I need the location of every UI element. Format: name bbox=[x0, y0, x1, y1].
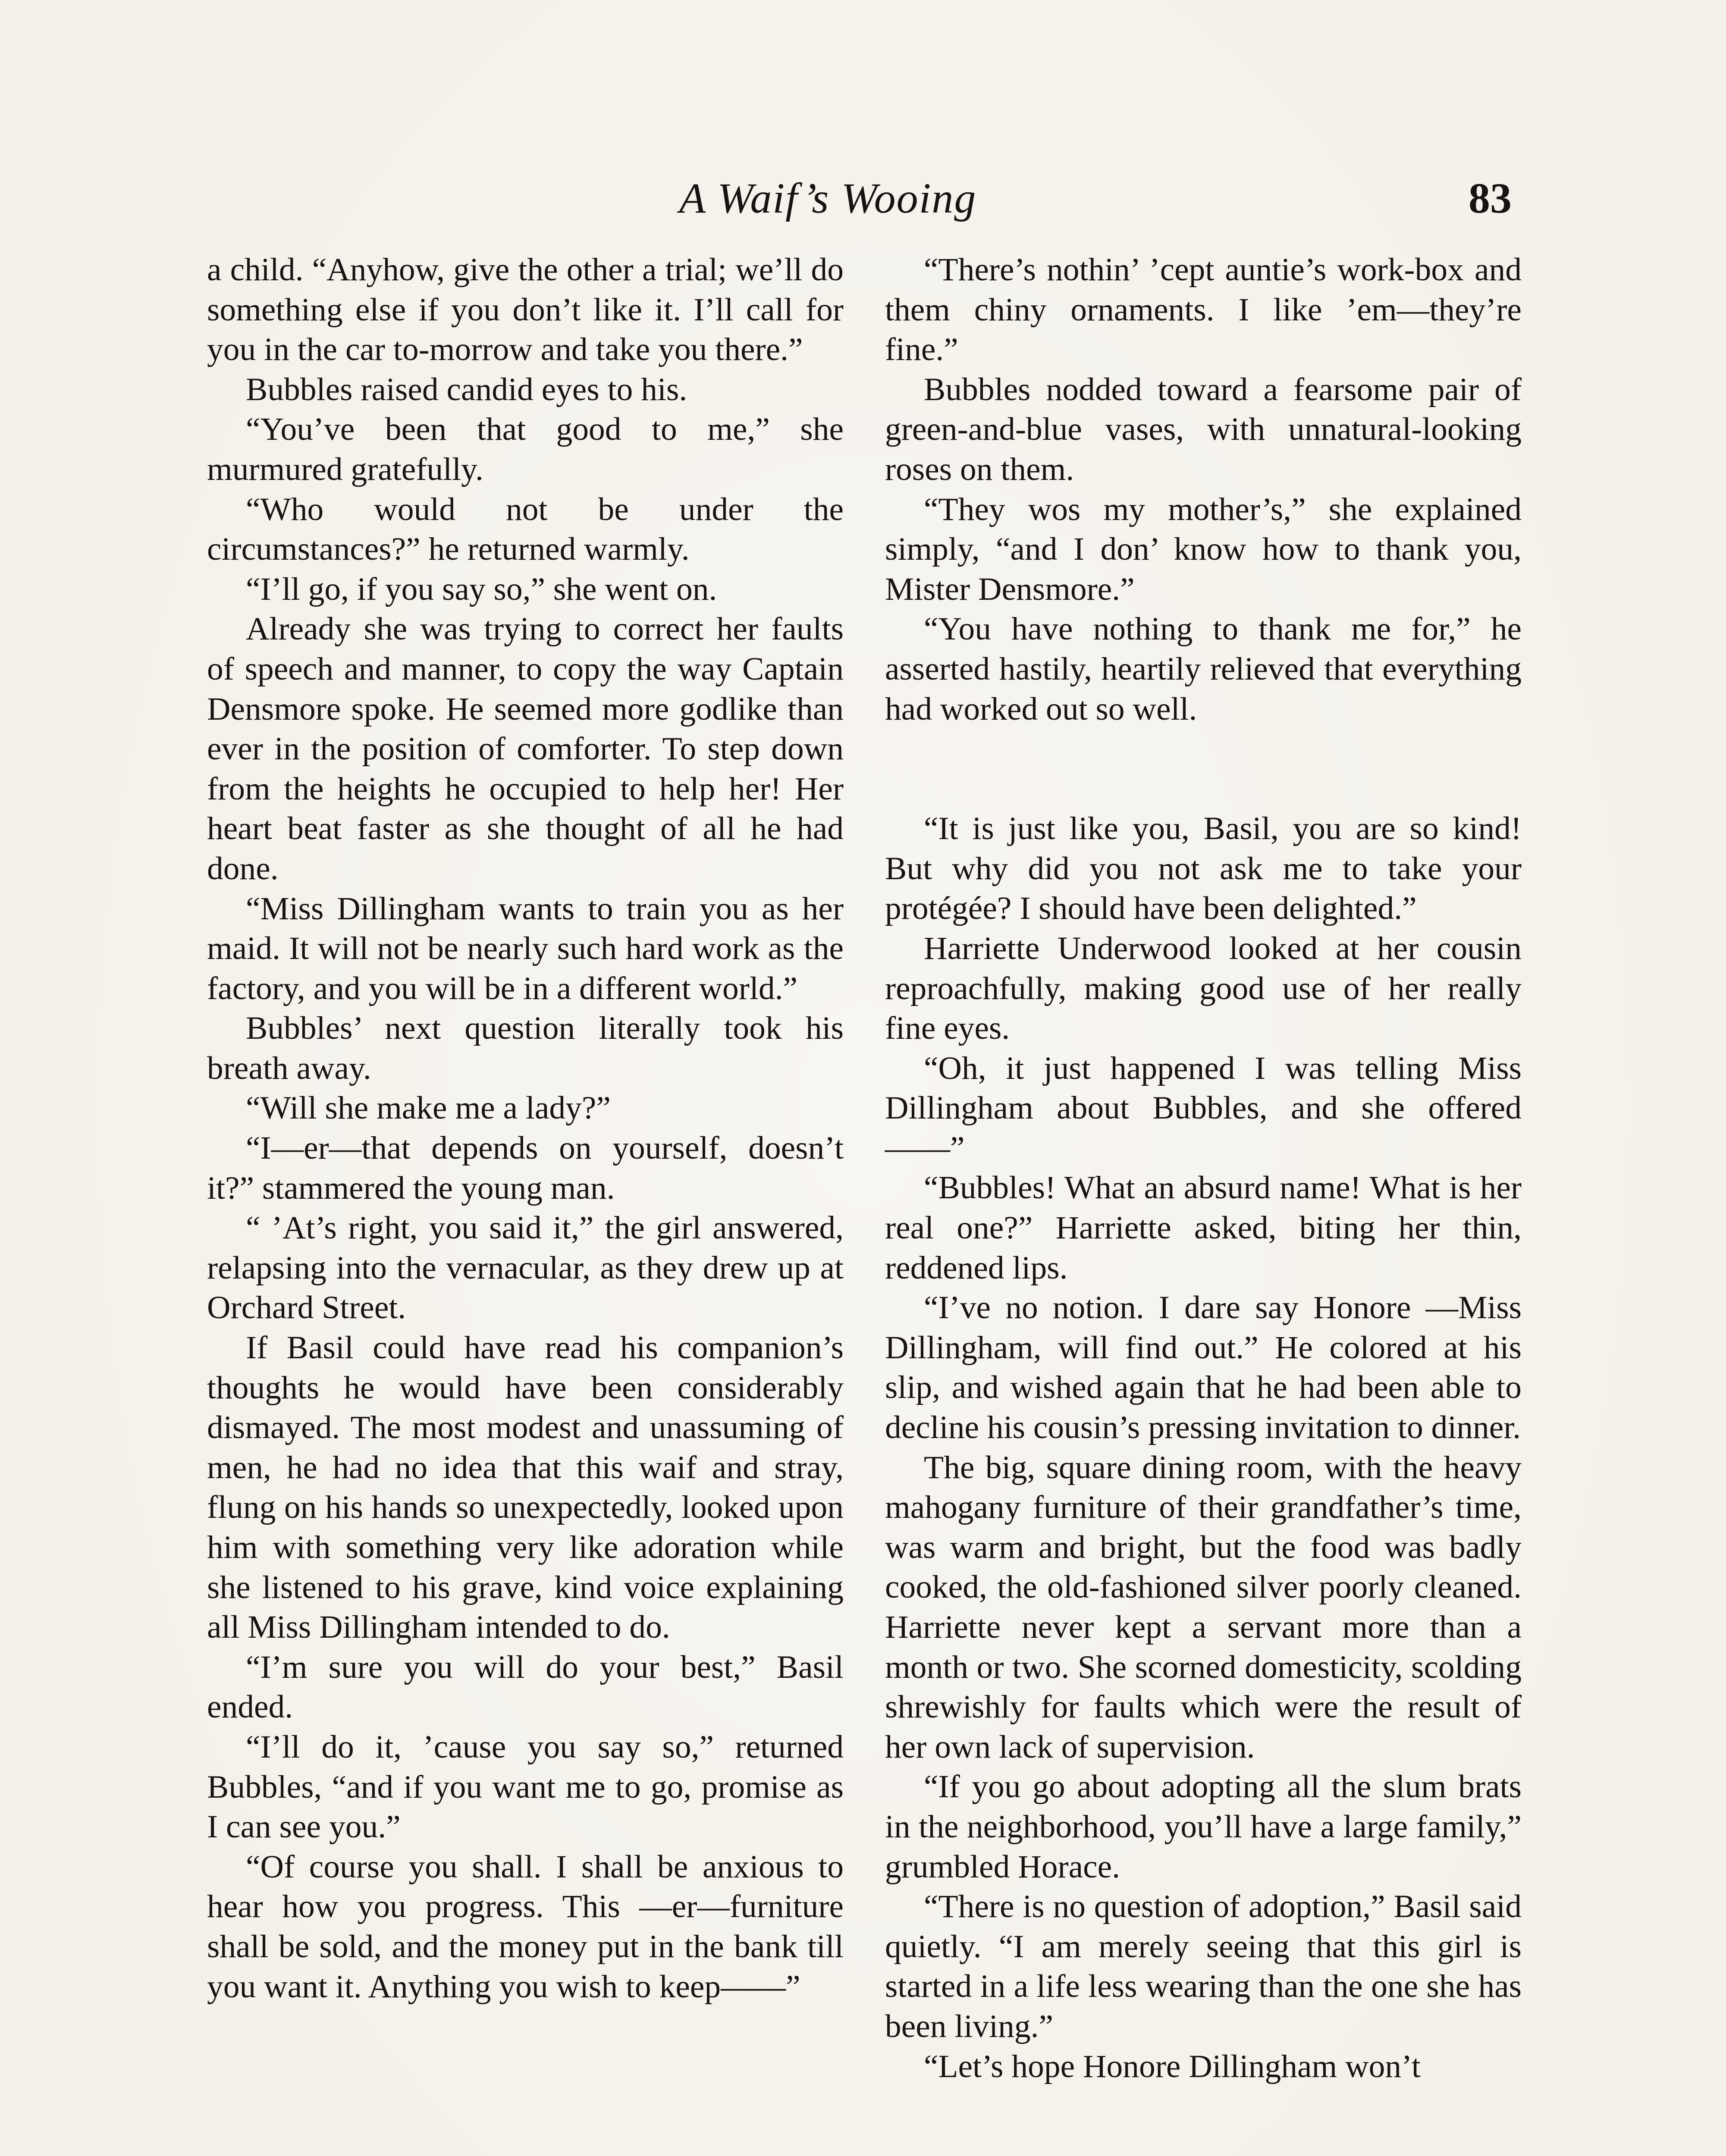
paragraph: a child. “Anyhow, give the other a trial; we’ll do something else if you don’t like it. I’ll call for you in the car to-morrow and take you there.” bbox=[207, 252, 844, 368]
paragraph: “You have nothing to thank me for,” he asserted hastily, heartily relieved that everything had worked out so well. bbox=[885, 611, 1522, 727]
page-header bbox=[0, 166, 1726, 231]
paragraph: “I—er—that depends on yourself, doesn’t it?” stammered the young man. bbox=[207, 1130, 844, 1206]
paragraph: If Basil could have read his companion’s thoughts he would have been considerably dismayed. The most modest and unassuming of men, he had no idea that this waif and stray, flung on his hands so unexpectedly, looked upon him with something very like adoration while she listened to his grave, kind voice explaining all Miss Dillingham intended to do. bbox=[207, 1330, 844, 1645]
running-title: A Waif’s Wooing bbox=[679, 174, 977, 222]
paragraph: Bubbles raised candid eyes to his. bbox=[246, 371, 687, 407]
paragraph: “There is no question of adoption,” Basil said quietly. “I am merely seeing that this girl is started in a life less wearing than the one she has been living.” bbox=[885, 1889, 1522, 2044]
paragraph: “There’s nothin’ ’cept auntie’s work-box and them chiny ornaments. I like ’em—they’re fine.” bbox=[885, 252, 1522, 368]
left-column bbox=[207, 250, 844, 2007]
right-column bbox=[885, 250, 1522, 2087]
paragraph: The big, square dining room, with the heavy mahogany furniture of their grandfather’s time, was warm and bright, but the food was badly cooked, the old-fashioned silver poorly cleaned. Harriette never kept a servant more than a month or two. She scorned domesticity, scolding shrewishly for faults which were the result of her own lack of supervision. bbox=[885, 1449, 1522, 1765]
paragraph: “If you go about adopting all the slum brats in the neighborhood, you’ll have a large family,” grumbled Horace. bbox=[885, 1769, 1522, 1885]
paragraph: “Who would not be under the circumstances?” he returned warmly. bbox=[207, 491, 844, 567]
paragraph: “I’m sure you will do your best,” Basil ended. bbox=[207, 1649, 844, 1725]
paragraph: “Will she make me a lady?” bbox=[246, 1090, 611, 1126]
paragraph: “Of course you shall. I shall be anxious to hear how you progress. This —er—furniture shall be sold, and the money put in the bank till you want it. Anything you wish to keep——” bbox=[207, 1849, 844, 2005]
paragraph: Bubbles’ next question literally took his breath away. bbox=[207, 1010, 844, 1086]
page-number: 83 bbox=[1469, 174, 1512, 222]
paragraph: “You’ve been that good to me,” she murmured gratefully. bbox=[207, 411, 844, 487]
paragraph: Already she was trying to correct her faults of speech and manner, to copy the way Captain Densmore spoke. He seemed more godlike than ever in the position of comforter. To step down from the heights he occupied to help her! Her heart beat faster as she thought of all he had done. bbox=[207, 611, 844, 887]
paragraph: “I’ve no notion. I dare say Honore —Miss Dillingham, will find out.” He colored at his slip, and wished again that he had been able to decline his cousin’s pressing invitation to dinner. bbox=[885, 1290, 1522, 1446]
paragraph: “I’ll do it, ’cause you say so,” returned Bubbles, “and if you want me to go, promise as I can see you.” bbox=[207, 1729, 844, 1845]
paragraph: “Miss Dillingham wants to train you as her maid. It will not be nearly such hard work as the factory, and you will be in a different world.” bbox=[207, 890, 844, 1006]
paragraph: “ ’At’s right, you said it,” the girl answered, relapsing into the vernacular, as they drew up at Orchard Street. bbox=[207, 1210, 844, 1326]
paragraph: “Bubbles! What an absurd name! What is her real one?” Harriette asked, biting her thin, reddened lips. bbox=[885, 1170, 1522, 1286]
paragraph: Harriette Underwood looked at her cousin reproachfully, making good use of her really fine eyes. bbox=[885, 930, 1522, 1047]
paragraph: “Let’s hope Honore Dillingham won’t bbox=[924, 2048, 1421, 2084]
paragraph: “I’ll go, if you say so,” she went on. bbox=[246, 571, 717, 607]
paragraph: “It is just like you, Basil, you are so kind! But why did you not ask me to take your protégée? I should have been delighted.” bbox=[885, 811, 1522, 927]
paragraph: “They wos my mother’s,” she explained simply, “and I don’ know how to thank you, Mister Densmore.” bbox=[885, 491, 1522, 607]
paragraph: “Oh, it just happened I was telling Miss Dillingham about Bubbles, and she offered——” bbox=[885, 1050, 1522, 1166]
paragraph: Bubbles nodded toward a fearsome pair of green-and-blue vases, with unnatural-looking roses on them. bbox=[885, 371, 1522, 487]
